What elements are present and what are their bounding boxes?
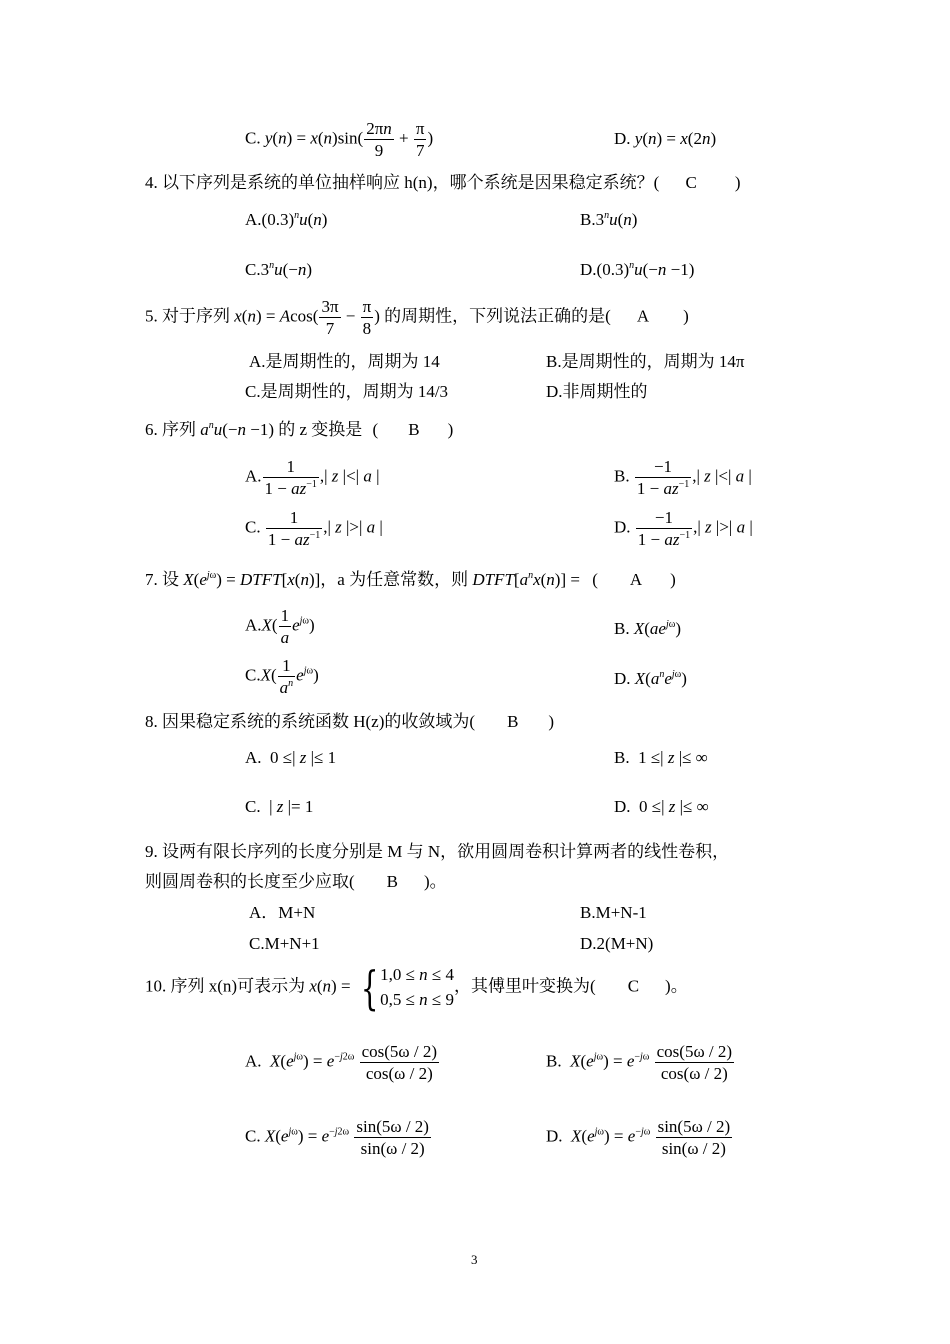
q9-stem-line1: 9. 设两有限长序列的长度分别是 M 与 N，欲用圆周卷积计算两者的线性卷积， [145, 842, 730, 861]
q10-option-a: A. $X(e^{j\omega}) = e^{-j2\omega}$ $\frac{\cos(5\omega / 2)}{\cos(\omega / 2)}$ [245, 1042, 437, 1083]
q10-option-b: B. $X(e^{j\omega}) = e^{-j\omega}$ $\frac{\cos(5\omega / 2)}{\cos(\omega / 2)}$ [546, 1042, 733, 1083]
q8-option-a: A. 0 ≤| z |≤ 1 [245, 748, 337, 767]
q7-option-b: B. $X(ae^{j\omega})$ [614, 619, 681, 638]
q4-option-d: $D.(0.3)^nu(-n -1)$ [580, 260, 695, 279]
q6-option-c: C. $\frac{1}{1 - az^{-1}}$ ,| z |>| a | [245, 508, 383, 549]
q8-stem: 8. 因果稳定系统的系统函数 H(z)的收敛域为( B ) [145, 712, 555, 731]
q6-answer: B [408, 420, 420, 439]
q7-option-d: D. $X(a^ne^{j\omega})$ [614, 669, 687, 688]
q8-option-c: C. | z |= 1 [245, 797, 314, 816]
q3-option-c: C. y(n) = x(n)sin( $\frac{2\pi n}{9}$ + $\frac{\pi}{7}$ ) [245, 119, 434, 160]
q10-option-c: C. $X(e^{j\omega}) = e^{-j2\omega}$ $\frac{\sin(5\omega / 2)}{\sin(\omega / 2)}$ [245, 1117, 429, 1158]
q4-option-a: $A.(0.3)^nu(n)$ [245, 210, 328, 229]
q6-option-b: B. $\frac{-1}{1 - az^{-1}}$ ,| z |<| a | [614, 457, 752, 498]
q6-option-a: A. $\frac{1}{1 - az^{-1}}$ ,| z |<| a | [245, 457, 380, 498]
q7-answer: A [629, 570, 643, 589]
q4-answer: C [685, 173, 697, 192]
q5-option-c: C.是周期性的，周期为 14/3 [245, 382, 449, 401]
q10-option-d: D. $X(e^{j\omega}) = e^{-j\omega}$ $\frac{\sin(5\omega / 2)}{\sin(\omega / 2)}$ [546, 1117, 731, 1158]
q5-answer: A [636, 306, 650, 326]
q6-option-d: D. $\frac{-1}{1 - az^{-1}}$ ,| z |>| a | [614, 508, 753, 549]
q9-answer: B [386, 872, 399, 891]
q8-option-d: D. 0 ≤| z |≤ ∞ [614, 797, 709, 816]
q5-stem: 5. 对于序列 x(n) = Acos( $\frac{3\pi}{7}$ − $\frac{\pi}{8}$ ) 的周期性，下列说法正确的是( A ) [145, 297, 689, 338]
q4-option-b: B.3$^n$u(n) [580, 210, 638, 229]
q10-stem: 10. 序列 x(n)可表示为 x(n) = { 1,0 ≤ n ≤ 4 0,5 ≤ n ≤ 9 ，其傅里叶变换为( C )。 [145, 960, 688, 1015]
page-number: 3 [471, 1252, 478, 1267]
q9-option-c: C.M+N+1 [249, 934, 320, 953]
q5-option-a: A.是周期性的，周期为 14 [249, 352, 440, 371]
q4-option-c: $C.3^nu(-n)$ [245, 260, 313, 279]
q5-option-b: B.是周期性的，周期为 14π [546, 352, 745, 371]
q9-option-b: B.M+N-1 [580, 903, 647, 922]
q8-option-b: B. 1 ≤| z |≤ ∞ [614, 748, 708, 767]
q4-stem: 4. 以下序列是系统的单位抽样响应 h(n)，哪个系统是因果稳定系统？( C ) [145, 173, 741, 192]
q6-stem: 6. 序列 $a^nu(-n -1)$ 的 z 变换是 ( B ) [145, 420, 454, 439]
q9-option-d: D.2(M+N) [580, 934, 654, 953]
q7-option-c: C.X( $\frac{1}{a^n}$ $e^{j\omega}$) [245, 656, 319, 697]
q5-option-d: D.非周期性的 [546, 382, 648, 401]
q3-option-d: D. y(n) = x(2n) [614, 129, 717, 148]
q9-option-a: A．M+N [249, 903, 316, 922]
q9-stem-line2: 则圆周卷积的长度至少应取( B )。 [145, 872, 447, 891]
q8-answer: B [507, 712, 519, 731]
q7-stem: 7. 设 $X(e^{j\omega})$ = DTFT[x(n)]，a 为任意常数，则 $DTFT[a^nx(n)]$ = ( A ) [145, 570, 676, 589]
q7-option-a: A.X( $\frac{1}{a}$ $e^{j\omega}$) [245, 606, 315, 647]
q10-answer: C [627, 976, 640, 996]
